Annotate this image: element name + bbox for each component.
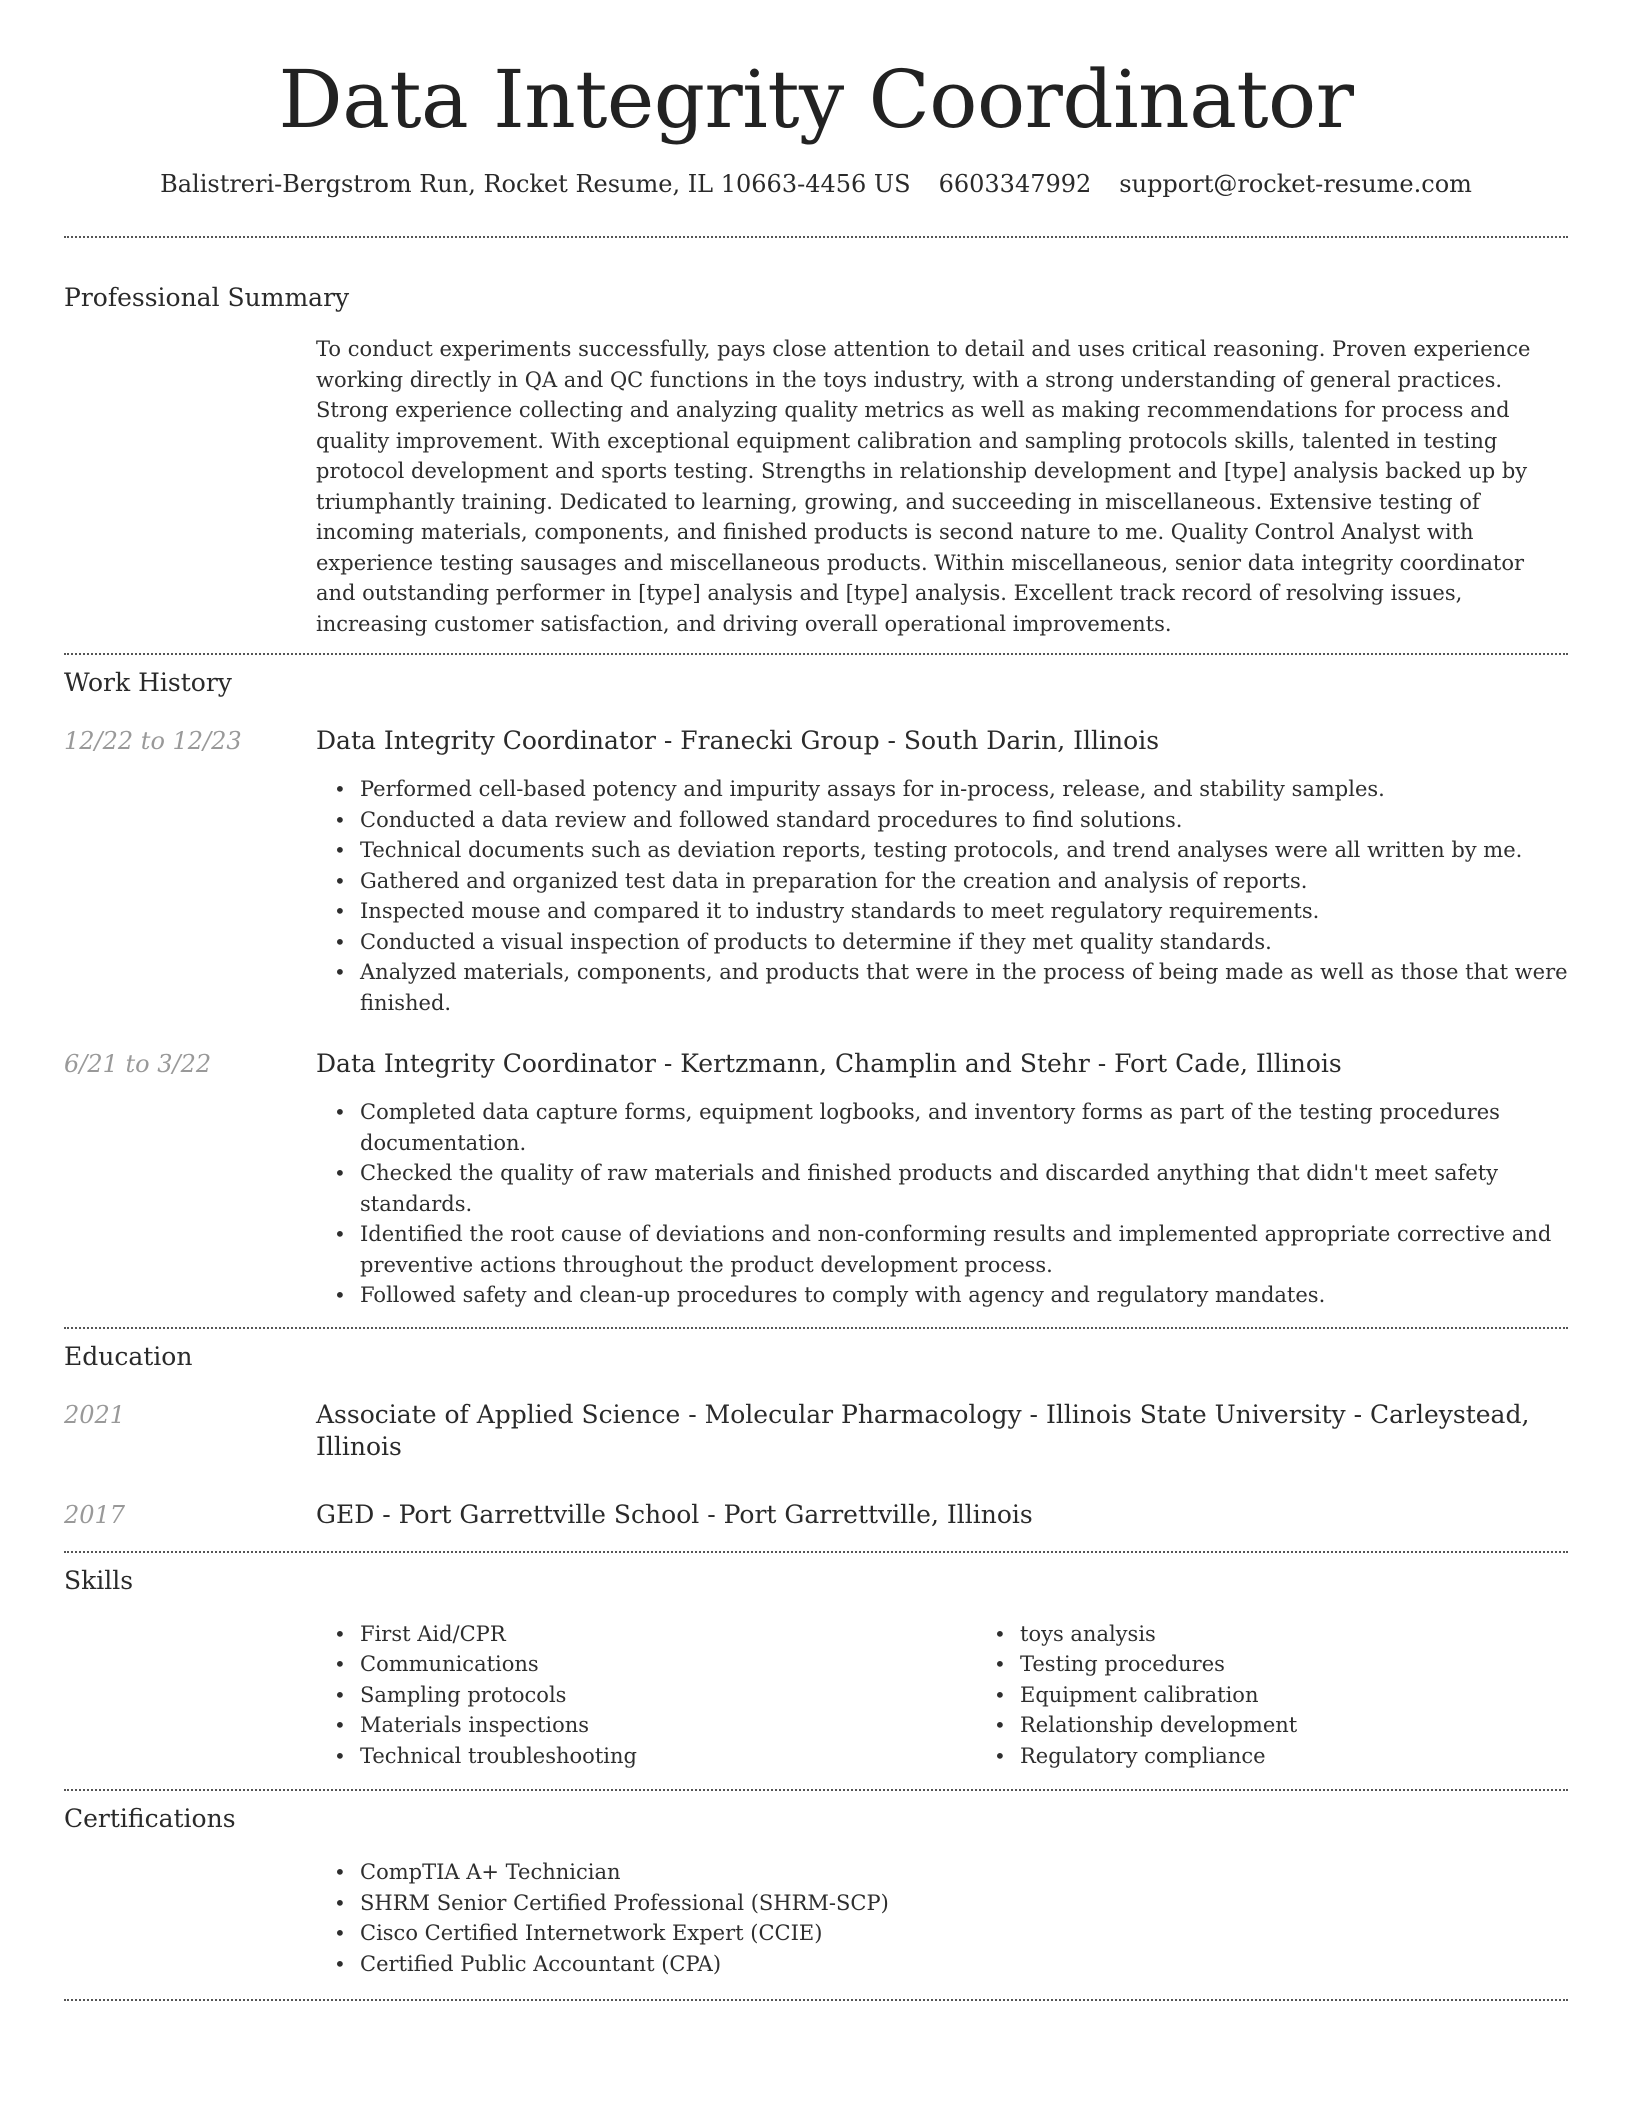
resume-name-title: Data Integrity Coordinator bbox=[278, 53, 1354, 146]
job-entry bbox=[64, 1048, 1568, 1311]
education-heading: Education bbox=[64, 1341, 193, 1371]
job-heading: Data Integrity Coordinator - Franecki Group - South Darin, Illinois bbox=[316, 726, 1160, 755]
job-heading: Data Integrity Coordinator - Kertzmann, Champlin and Stehr - Fort Cade, Illinois bbox=[316, 1049, 1342, 1078]
education-text: GED - Port Garrettville School - Port Garrettville, Illinois bbox=[316, 1499, 1033, 1529]
certification-item: • Certified Public Accountant (CPA) bbox=[360, 1949, 1568, 1980]
contact-address: Balistreri-Bergstrom Run, Rocket Resume, IL 10663-4456 US bbox=[160, 170, 911, 198]
skill-item: • toys analysis bbox=[1020, 1619, 1632, 1650]
section-divider bbox=[64, 1999, 1568, 2001]
job-bullet: • Completed data capture forms, equipment logbooks, and inventory forms as part of the testing procedures documentation. bbox=[360, 1097, 1568, 1158]
certification-item: • Cisco Certified Internetwork Expert (CCIE) bbox=[360, 1918, 1568, 1949]
job-bullet: • Inspected mouse and compared it to industry standards to meet regulatory requirements. bbox=[360, 896, 1568, 927]
skill-item: • Regulatory compliance bbox=[1020, 1741, 1632, 1772]
job-bullet: • Conducted a visual inspection of products to determine if they met quality standards. bbox=[360, 927, 1568, 958]
job-bullet: • Technical documents such as deviation reports, testing protocols, and trend analyses were all written by me. bbox=[360, 835, 1568, 866]
certification-item: • SHRM Senior Certified Professional (SHRM-SCP) bbox=[360, 1888, 1568, 1919]
education-entry bbox=[64, 1499, 1568, 1531]
education-text: Associate of Applied Science - Molecular Pharmacology - Illinois State University - Carleystead, Illinois bbox=[316, 1399, 1530, 1461]
job-bullet: • Gathered and organized test data in preparation for the creation and analysis of reports. bbox=[360, 866, 1568, 897]
skill-item: • Technical troubleshooting bbox=[360, 1741, 976, 1772]
skills-section bbox=[64, 1553, 1568, 1772]
certifications-list bbox=[316, 1857, 1568, 1979]
education-entry bbox=[64, 1399, 1568, 1463]
certifications-left-spacer bbox=[64, 1857, 316, 1979]
job-bullet-list bbox=[316, 774, 1568, 1018]
job-entry bbox=[64, 725, 1568, 1018]
job-bullet-list bbox=[316, 1097, 1568, 1311]
skill-item: • Materials inspections bbox=[360, 1710, 976, 1741]
skill-item: • Relationship development bbox=[1020, 1710, 1632, 1741]
skills-column-2 bbox=[976, 1619, 1632, 1772]
certification-item: • CompTIA A+ Technician bbox=[360, 1857, 1568, 1888]
education-year: 2021 bbox=[64, 1400, 126, 1429]
job-bullet: • Conducted a data review and followed standard procedures to find solutions. bbox=[360, 805, 1568, 836]
skills-left-spacer bbox=[64, 1619, 316, 1772]
contact-email: support@rocket-resume.com bbox=[1119, 170, 1472, 198]
job-dates: 6/21 to 3/22 bbox=[64, 1050, 212, 1078]
contact-line bbox=[64, 168, 1568, 200]
job-bullet: • Performed cell-based potency and impurity assays for in-process, release, and stability samples. bbox=[360, 774, 1568, 805]
certifications-section bbox=[64, 1791, 1568, 1979]
job-bullet: • Followed safety and clean-up procedures to comply with agency and regulatory mandates. bbox=[360, 1280, 1568, 1311]
certifications-heading: Certifications bbox=[64, 1804, 236, 1833]
summary-text: To conduct experiments successfully, pays close attention to detail and uses critical reasoning. Proven experience working directly in QA and QC functions in the toys industry, with a strong understanding of general practices. Strong experience collecting and analyzing quality metrics as well as making recommendations for process and quality improvement. With exceptional equipment calibration and sampling protocols skills, talented in testing protocol development and sports testing. Strengths in relationship development and [type] analysis backed up by triumphantly training. Dedicated to learning, growing, and succeeding in miscellaneous. Extensive testing of incoming materials, components, and finished products is second nature to me. Quality Control Analyst with experience testing sausages and miscellaneous products. Within miscellaneous, senior data integrity coordinator and outstanding performer in [type] analysis and [type] analysis. Excellent track record of resolving issues, increasing customer satisfaction, and driving overall operational improvements. bbox=[316, 337, 1531, 636]
skill-item: • Testing procedures bbox=[1020, 1649, 1632, 1680]
job-bullet: • Analyzed materials, components, and products that were in the process of being made as well as those that were finished. bbox=[360, 957, 1568, 1018]
contact-phone: 6603347992 bbox=[938, 170, 1092, 198]
skills-column-1 bbox=[316, 1619, 976, 1772]
job-bullet: • Checked the quality of raw materials and finished products and discarded anything that didn't meet safety standards. bbox=[360, 1158, 1568, 1219]
summary-left-spacer bbox=[64, 334, 316, 639]
work-history-section bbox=[64, 655, 1568, 1311]
skill-item: • Sampling protocols bbox=[360, 1680, 976, 1711]
summary-heading: Professional Summary bbox=[64, 283, 350, 312]
skill-item: • Communications bbox=[360, 1649, 976, 1680]
work-history-heading: Work History bbox=[64, 668, 232, 697]
education-year: 2017 bbox=[64, 1500, 126, 1529]
skills-heading: Skills bbox=[64, 1565, 134, 1595]
job-bullet: • Identified the root cause of deviations and non-conforming results and implemented appropriate corrective and preventive actions throughout the product development process. bbox=[360, 1219, 1568, 1280]
education-section bbox=[64, 1329, 1568, 1531]
job-dates: 12/22 to 12/23 bbox=[64, 727, 242, 755]
skill-item: • Equipment calibration bbox=[1020, 1680, 1632, 1711]
summary-section bbox=[64, 238, 1568, 639]
skill-item: • First Aid/CPR bbox=[360, 1619, 976, 1650]
